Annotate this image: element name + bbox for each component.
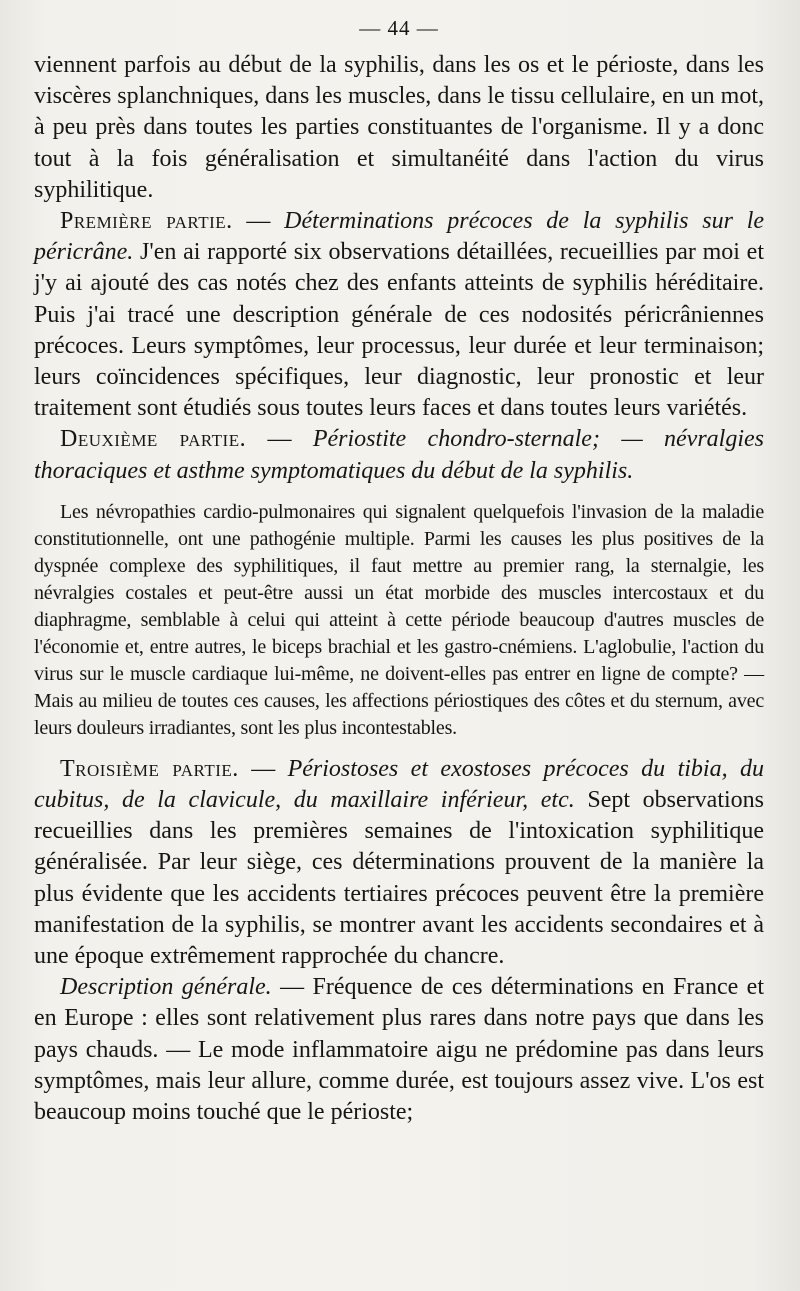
part2-label: Deuxième partie. <box>60 426 247 453</box>
description-dash: — <box>271 974 313 1001</box>
part2-body: Les névropathies cardio-pulmonaires qui signalent quelquefois l'invasion de la maladie constitutionnelle, ont une pathogénie multiple. Parmi les causes les plus positives de la dyspnée complexe des syphilitiques, il faut mettre au premier rang, la sternalgie, les névralgies costales et peut-être aussi un état morbide des muscles intercostaux et du diaphragme, semblable à celui qui atteint à cette période beaucoup d'autres muscles de l'économie et, entre autres, le biceps brachial et les gastro-cnémiens. L'aglobulie, l'action du virus sur le muscle cardiaque lui-même, ne doivent-elles pas entrer en ligne de compte? — Mais au milieu de toutes ces causes, les affections périostiques des côtes et du sternum, avec leurs douleurs irradiantes, sont les plus incontestables. <box>34 500 764 739</box>
part1-label: Première partie. <box>60 208 233 235</box>
part3-body: Sept observations recueillies dans les premières semaines de l'intoxication syphilitique généralisée. Par leur siège, ces déterminations prouvent de la manière la plus évidente que les accidents tertiaires précoces peuvent être la première manifestation de la syphilis, se montrer avant les accidents secondaires et à une époque extrêmement rapprochée du chancre. <box>34 787 764 970</box>
part2-body-paragraph <box>34 499 764 742</box>
part2-heading <box>34 424 764 486</box>
part1-paragraph <box>34 206 764 424</box>
page-number: — 44 — <box>359 16 439 40</box>
part1-body: J'en ai rapporté six observations détaillées, recueillies par moi et j'y ai ajouté des cas notés chez des enfants atteints de syphilis héréditaire. Puis j'ai tracé une description générale de ces nodosités péricrâniennes précoces. Leurs symptômes, leur processus, leur durée et leur terminaison; leurs coïncidences spécifiques, leur diagnostic, leur pronostic et leur traitement sont étudiés sous toutes leurs faces et dans toutes leurs variétés. <box>34 239 764 422</box>
intro-paragraph <box>34 50 764 206</box>
part3-paragraph <box>34 754 764 972</box>
part2-title: Périostite chondro-sternale; — névralgies thoraciques et asthme symptomatiques du début de la syphilis. <box>34 426 765 484</box>
part1-title: Déterminations précoces de la syphilis sur le péricrâne. <box>34 208 765 266</box>
intro-text: viennent parfois au début de la syphilis, dans les os et le périoste, dans les viscères splanchniques, dans les muscles, dans le tissu cellulaire, en un mot, à peu près dans toutes les parties constituantes de l'organisme. Il y a donc tout à la fois généralisation et simultanéité dans l'action du virus syphilitique. <box>34 52 764 203</box>
description-body: Fréquence de ces déterminations en France et en Europe : elles sont relativement plus rares dans notre pays que dans les pays chauds. — Le mode inflammatoire aigu ne prédomine pas dans leurs symptômes, mais leur allure, comme durée, est toujours assez vive. L'os est beaucoup moins touché que le périoste; <box>34 974 764 1126</box>
description-paragraph <box>34 972 764 1128</box>
part2-dash: — <box>246 426 313 453</box>
part1-dash: — <box>232 208 285 235</box>
part3-title: Périostoses et exostoses précoces du tibia, du cubitus, de la clavicule, du maxillaire inférieur, etc. <box>34 755 765 814</box>
part3-label: Troisième partie. <box>60 755 239 782</box>
description-title: Description générale. <box>60 974 272 1001</box>
part3-dash: — <box>238 755 288 782</box>
